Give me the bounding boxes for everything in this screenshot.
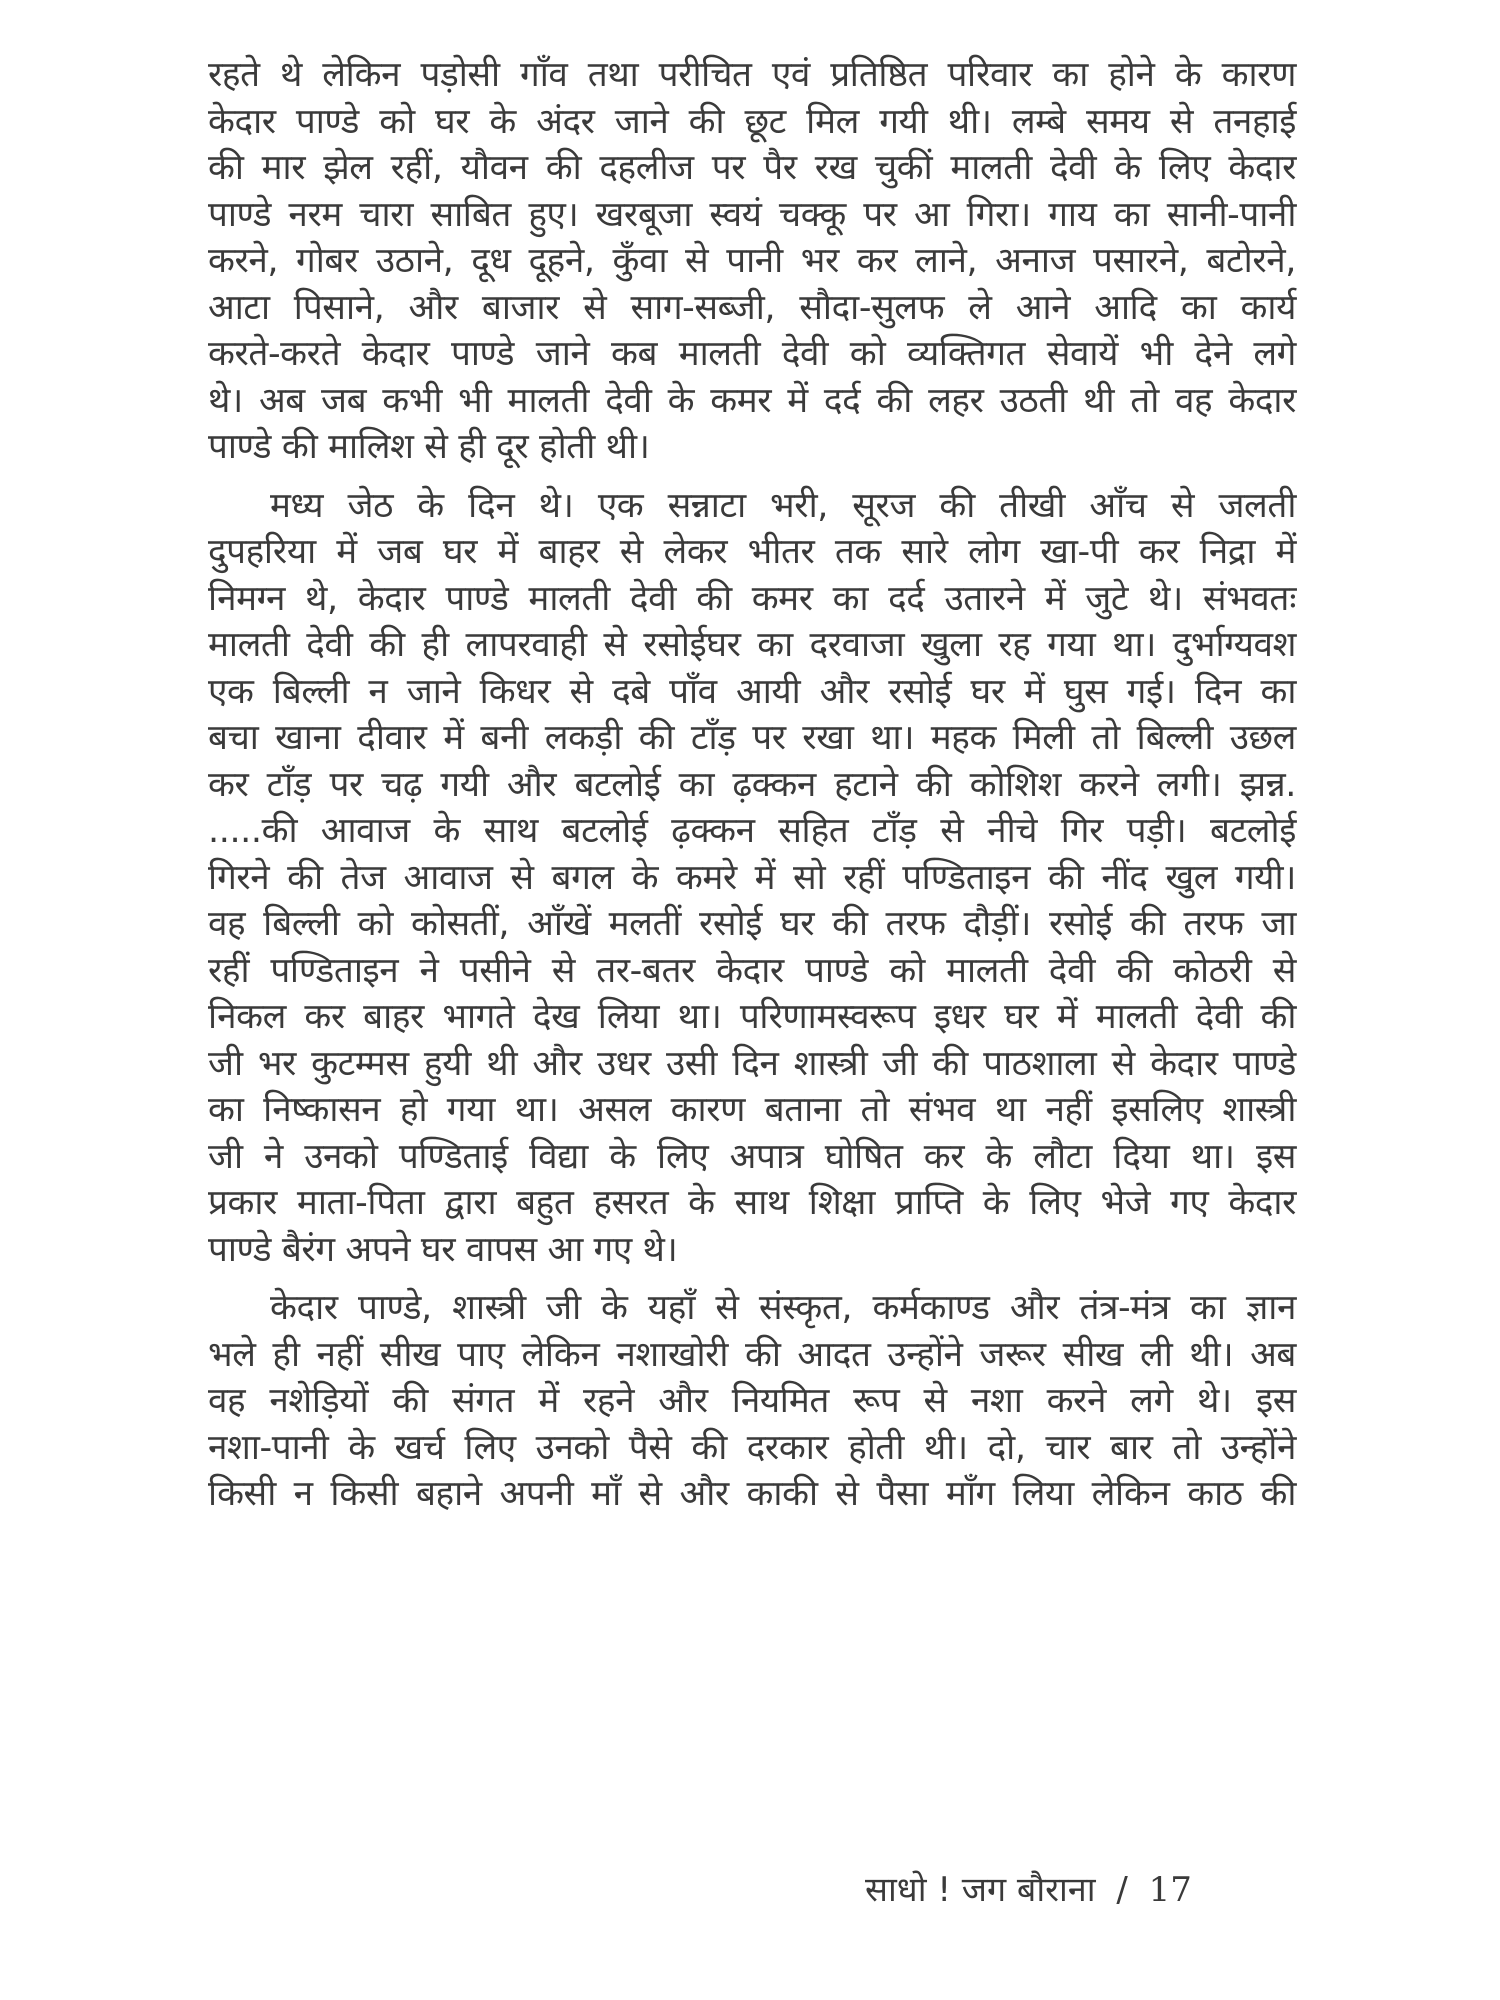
text-line: आटा पिसाने, और बाजार से साग-सब्जी, सौदा-सुलफ ले आने आदि का कार्य bbox=[208, 287, 1296, 328]
book-title: साधो ! जग बौराना bbox=[865, 1870, 1096, 1910]
text-line: वह नशेड़ियों की संगत में रहने और नियमित रूप से नशा करने लगे थे। इस bbox=[208, 1381, 1296, 1421]
footer-separator: / bbox=[1116, 1870, 1128, 1910]
text-line: की मार झेल रहीं, यौवन की दहलीज पर पैर रख चुकीं मालती देवी के लिए केदार bbox=[208, 148, 1296, 188]
text-line: केदार पाण्डे, शास्त्री जी के यहाँ से संस्कृत, कर्मकाण्ड और तंत्र-मंत्र का ज्ञान bbox=[270, 1288, 1296, 1328]
text-line: जी ने उनको पण्डिताई विद्या के लिए अपात्र घोषित कर के लौटा दिया था। इस bbox=[208, 1136, 1296, 1177]
text-line: भले ही नहीं सीख पाए लेकिन नशाखोरी की आदत उन्होंने जरूर सीख ली थी। अब bbox=[208, 1334, 1296, 1375]
text-line: नशा-पानी के खर्च लिए उनको पैसे की दरकार होती थी। दो, चार बार तो उन्होंने bbox=[208, 1427, 1296, 1468]
text-line: कर टाँड़ पर चढ़ गयी और बटलोई का ढ़क्कन हटाने की कोशिश करने लगी। झन्न. bbox=[208, 764, 1296, 805]
paragraph-3 bbox=[208, 1285, 1296, 1518]
paragraph-1 bbox=[208, 52, 1296, 471]
text-line: करने, गोबर उठाने, दूध दूहने, कुँवा से पानी भर कर लाने, अनाज पसारने, बटोरने, bbox=[208, 241, 1296, 281]
page-footer bbox=[865, 1865, 1295, 1911]
text-line: केदार पाण्डे को घर के अंदर जाने की छूट मिल गयी थी। लम्बे समय से तनहाई bbox=[208, 101, 1296, 142]
text-line: मध्य जेठ के दिन थे। एक सन्नाटा भरी, सूरज की तीखी आँच से जलती bbox=[270, 485, 1296, 526]
text-line: मालती देवी की ही लापरवाही से रसोईघर का दरवाजा खुला रह गया था। दुर्भाग्यवश bbox=[208, 625, 1296, 665]
text-line: पाण्डे बैरंग अपने घर वापस आ गए थे। bbox=[208, 1229, 678, 1270]
paragraph-2 bbox=[208, 483, 1296, 1274]
text-line: प्रकार माता-पिता द्वारा बहुत हसरत के साथ शिक्षा प्राप्ति के लिए भेजे गए केदार bbox=[208, 1183, 1296, 1223]
text-line: रहीं पण्डिताइन ने पसीने से तर-बतर केदार पाण्डे को मालती देवी की कोठरी से bbox=[208, 950, 1296, 991]
text-line: एक बिल्ली न जाने किधर से दबे पाँव आयी और रसोई घर में घुस गई। दिन का bbox=[208, 671, 1296, 712]
text-line: किसी न किसी बहाने अपनी माँ से और काकी से पैसा माँग लिया लेकिन काठ की bbox=[208, 1474, 1296, 1514]
text-line: दुपहरिया में जब घर में बाहर से लेकर भीतर तक सारे लोग खा-पी कर निद्रा में bbox=[208, 532, 1296, 572]
text-line: थे। अब जब कभी भी मालती देवी के कमर में दर्द की लहर उठती थी तो वह केदार bbox=[208, 380, 1296, 421]
page-body bbox=[208, 52, 1296, 1530]
text-line: पाण्डे की मालिश से ही दूर होती थी। bbox=[208, 427, 650, 467]
text-line: पाण्डे नरम चारा साबित हुए। खरबूजा स्वयं चक्कू पर आ गिरा। गाय का सानी-पानी bbox=[208, 194, 1296, 235]
text-line: जी भर कुटम्मस हुयी थी और उधर उसी दिन शास्त्री जी की पाठशाला से केदार पाण्डे bbox=[208, 1043, 1296, 1084]
text-line: करते-करते केदार पाण्डे जाने कब मालती देवी को व्यक्तिगत सेवायें भी देने लगे bbox=[208, 334, 1296, 374]
page-number: 17 bbox=[1148, 1870, 1192, 1910]
text-line: बचा खाना दीवार में बनी लकड़ी की टाँड़ पर रखा था। महक मिली तो बिल्ली उछल bbox=[208, 718, 1296, 758]
text-line: वह बिल्ली को कोसतीं, आँखें मलतीं रसोई घर की तरफ दौड़ीं। रसोई की तरफ जा bbox=[208, 904, 1296, 944]
text-line: निकल कर बाहर भागते देख लिया था। परिणामस्वरूप इधर घर में मालती देवी की bbox=[208, 997, 1296, 1037]
text-line: रहते थे लेकिन पड़ोसी गाँव तथा परीचित एवं प्रतिष्ठित परिवार का होने के कारण bbox=[208, 55, 1296, 95]
text-line: का निष्कासन हो गया था। असल कारण बताना तो संभव था नहीं इसलिए शास्त्री bbox=[208, 1090, 1296, 1130]
text-line: .....की आवाज के साथ बटलोई ढ़क्कन सहित टाँड़ से नीचे गिर पड़ी। बटलोई bbox=[208, 811, 1296, 851]
text-line: गिरने की तेज आवाज से बगल के कमरे में सो रहीं पण्डिताइन की नींद खुल गयी। bbox=[208, 857, 1296, 898]
text-line: निमग्न थे, केदार पाण्डे मालती देवी की कमर का दर्द उतारने में जुटे थे। संभवतः bbox=[208, 578, 1296, 619]
